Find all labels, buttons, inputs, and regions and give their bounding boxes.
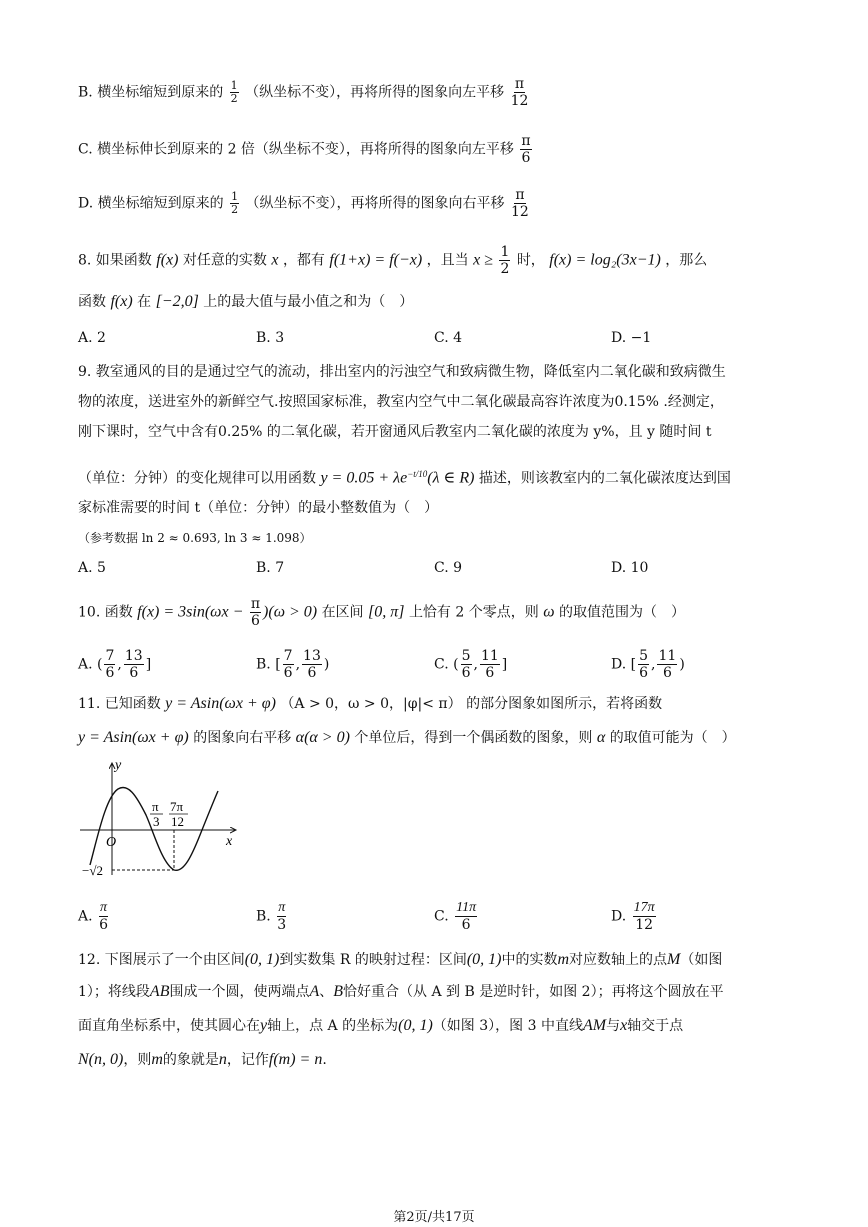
q8-interval: [−2,0] — [155, 293, 199, 310]
q7-b-mid: （纵坐标不变），再将所得的图象向左平移 — [245, 84, 505, 101]
q11-option-a: A. $\frac{\pi}{6}$ — [78, 900, 108, 933]
q11-option-b: B. $\frac{\pi}{3}$ — [256, 900, 287, 933]
q10-omega: ω — [543, 603, 555, 621]
q8-equation: f(1+x) = f(−x) — [329, 251, 423, 269]
q12-line3: 面直角坐标系中，使其圆心在y轴上，点 A 的坐标为(0, 1)（如图 3），图 3 中直线AM与x轴交于点 — [78, 1017, 684, 1034]
q7-d-half: $\frac{1}{2}$ — [231, 190, 239, 216]
q12-line1: 12. 下图展示了一个由区间(0, 1)到实数集 R 的映射过程：区间(0, 1)中的实数m对应数轴上的点M（如图 — [78, 951, 723, 968]
q10-text-a: 10. 函数 — [78, 604, 133, 621]
q7-option-d — [78, 187, 531, 220]
q9-line5: 家标准需要的时间 t（单位：分钟）的最小整数值为（ ） — [78, 500, 439, 516]
q7-d-text: D. 横坐标缩短到原来的 — [78, 195, 224, 212]
q10-formula: f(x) = 3sin(ωx − — [137, 603, 244, 621]
q7-b-half: $\frac{1}{2}$ — [230, 79, 238, 105]
q10-text-c: 上恰有 2 个零点，则 — [408, 604, 539, 621]
q7-d-shift: $\frac{\pi}{12}$ — [511, 187, 529, 220]
q7-c-text: C. 横坐标伸长到原来的 2 倍（纵坐标不变），再将所得的图象向左平移 — [78, 141, 514, 158]
q9-option-c: C. 9 — [434, 560, 463, 576]
q10-stem — [78, 596, 685, 629]
q8-half: $\frac{1}{2}$ — [500, 244, 510, 277]
x-label: x — [226, 834, 233, 849]
q11-option-c: C. $\frac{11\pi}{6}$ — [434, 900, 477, 933]
tick-pi3-den: 3 — [153, 814, 160, 829]
q8-log: f(x) = log₂(3x−1) — [549, 251, 661, 269]
q8-option-a: A. 2 — [78, 330, 106, 346]
q11-formula-2: y = Asin(ωx + φ) — [78, 729, 189, 746]
q8-text-b: 对任意的实数 — [182, 252, 267, 269]
q8-text-i: 上的最大值与最小值之和为（ ） — [203, 294, 414, 310]
q9-exponent: −t/10 — [407, 469, 428, 479]
q8-text-a: 8. 如果函数 — [78, 252, 152, 269]
q9-option-d: D. 10 — [611, 560, 649, 576]
neg-root2-label: −√2 — [82, 863, 103, 878]
q8-line2 — [78, 292, 413, 312]
q9-text-b: 描述，则该教室内的二氧化碳浓度达到国 — [478, 470, 731, 487]
q9-formula: y = 0.05 + λe — [320, 469, 408, 487]
q8-fx: f(x) — [156, 251, 179, 269]
q10-formula-tail: )(ω > 0) — [263, 603, 318, 621]
q10-text-b: 在区间 — [321, 604, 364, 621]
q11-conditions: （A > 0，ω > 0，|φ|< π） — [280, 696, 462, 712]
q9-formula-tail: (λ ∈ R) — [427, 469, 475, 487]
q8-text-f: ，那么 — [665, 252, 708, 269]
q7-option-b — [78, 76, 530, 109]
q9-line1: 9. 教室通风的目的是通过空气的流动，排出室内的污浊空气和致病微生物，降低室内二氧化碳和致病微生 — [78, 364, 726, 380]
q11-formula: y = Asin(ωx + φ) — [165, 695, 276, 712]
q9-line4 — [78, 464, 731, 489]
q9-reference: （参考数据 ln 2 ≈ 0.693, ln 3 ≈ 1.098） — [78, 531, 312, 545]
q9-option-a: A. 5 — [78, 560, 106, 576]
q8-option-c: C. 4 — [434, 330, 463, 346]
q11-text-e: 的取值可能为（ ） — [609, 730, 736, 746]
q11-text-b: 的部分图象如图所示，若将函数 — [466, 696, 663, 712]
origin-label: O — [106, 835, 117, 850]
q8-condition: x ≥ — [473, 251, 493, 269]
q10-option-d: D. [ $\frac{5}{6}$ , $\frac{11}{6}$ ) — [611, 648, 685, 681]
q7-b-shift: $\frac{\pi}{12}$ — [510, 76, 529, 109]
q7-option-c — [78, 133, 534, 166]
q8-fx-2: f(x) — [110, 293, 133, 310]
q8-text-e: 时， — [516, 252, 545, 269]
q9-text-a: （单位：分钟）的变化规律可以用函数 — [78, 470, 316, 487]
q8-line1 — [78, 244, 707, 277]
q11-line1 — [78, 694, 662, 714]
q8-x: x — [271, 251, 279, 269]
q10-pi-over-6: $\frac{\pi}{6}$ — [250, 596, 261, 629]
tick-pi3-num: π — [152, 799, 159, 814]
q8-option-b: B. 3 — [256, 330, 285, 346]
q11-sine-graph — [78, 755, 248, 890]
q11-text-d: 个单位后，得到一个偶函数的图象，则 — [354, 730, 593, 746]
q11-alpha-cond: α(α > 0) — [295, 729, 350, 746]
q11-alpha: α — [596, 729, 606, 746]
y-label: y — [115, 758, 122, 773]
q10-interval: [0, π] — [368, 603, 405, 621]
q11-option-d: D. $\frac{17\pi}{12}$ — [611, 900, 655, 933]
tick-7pi12-num: 7π — [170, 799, 184, 814]
q9-line2: 物的浓度，送进室外的新鲜空气.按照国家标准，教室内空气中二氧化碳最高容许浓度为0.15% .经测定， — [78, 394, 724, 410]
q11-line2 — [78, 728, 736, 748]
q12-line2: 1）；将线段AB围成一个圆，使两端点A、B恰好重合（从 A 到 B 是逆时针，如图 2）；再将这个圆放在平 — [78, 983, 724, 1000]
q7-d-mid: （纵坐标不变），再将所得的图象向右平移 — [245, 195, 505, 212]
q8-text-g: 函数 — [78, 294, 106, 310]
page-footer: 第2页/共17页 — [393, 1210, 475, 1225]
q9-option-b: B. 7 — [256, 560, 285, 576]
tick-7pi12-den: 12 — [171, 814, 184, 829]
q7-b-text: B. 横坐标缩短到原来的 — [78, 84, 224, 101]
q8-text-h: 在 — [137, 294, 152, 310]
q10-option-b: B. [ $\frac{7}{6}$ , $\frac{13}{6}$ ) — [256, 648, 330, 681]
q8-option-d: D. −1 — [611, 330, 652, 346]
q8-text-d: ，且当 — [426, 252, 469, 269]
q10-option-a: A. ( $\frac{7}{6}$ , $\frac{13}{6}$ ] — [78, 648, 152, 681]
q11-text-c: 的图象向右平移 — [193, 730, 292, 746]
q12-line4: N(n, 0)，则m的象就是n，记作f(m) = n. — [78, 1051, 327, 1068]
q11-text-a: 11. 已知函数 — [78, 696, 161, 712]
q9-line3: 刚下课时，空气中含有0.25% 的二氧化碳，若开窗通风后教室内二氧化碳的浓度为 y%，且 y 随时间 t — [78, 424, 712, 440]
q10-option-c: C. ( $\frac{5}{6}$ , $\frac{11}{6}$ ] — [434, 648, 508, 681]
q7-c-shift: $\frac{\pi}{6}$ — [521, 133, 531, 166]
q8-text-c: ，都有 — [282, 252, 325, 269]
q10-text-d: 的取值范围为（ ） — [558, 604, 685, 621]
